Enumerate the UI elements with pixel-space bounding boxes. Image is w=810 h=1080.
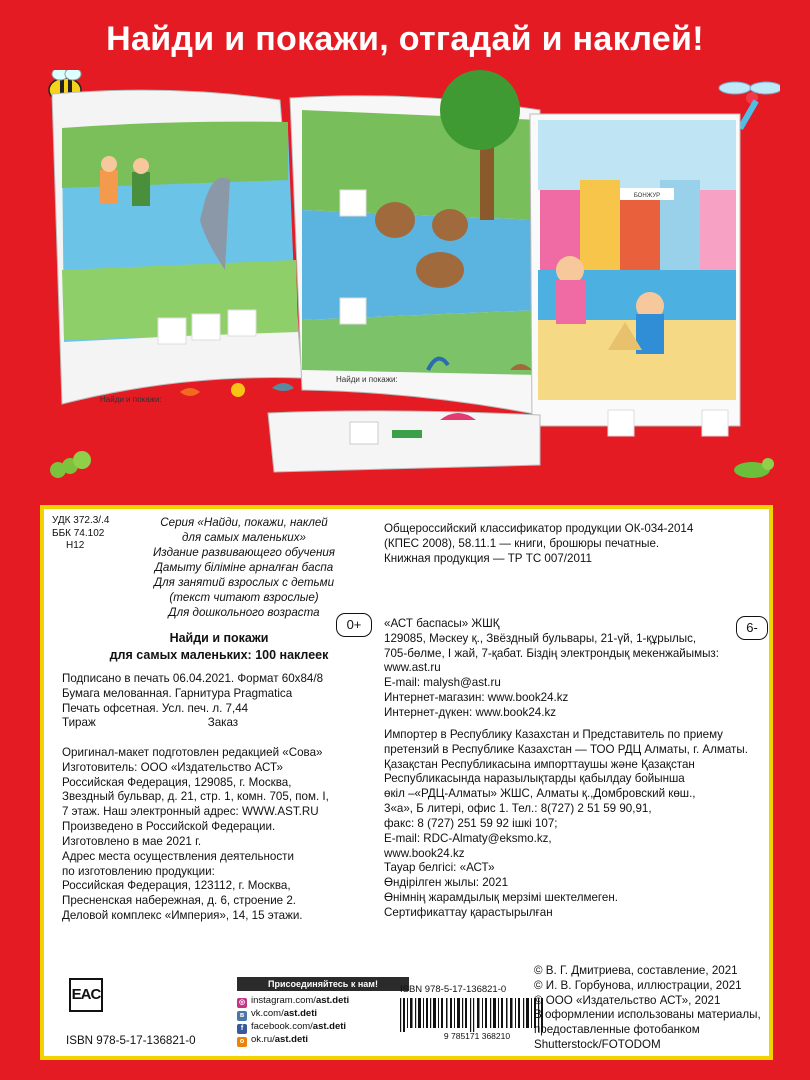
center-page xyxy=(290,70,540,415)
caterpillar-icon xyxy=(50,451,91,478)
book-spread-illustration xyxy=(40,70,780,480)
facebook-icon: f xyxy=(237,1024,247,1034)
svg-text:Найди и покажи:: Найди и покажи: xyxy=(100,395,162,404)
social-link-instagram[interactable]: ◎ instagram.com/ast.deti xyxy=(238,995,350,1006)
imprint-panel xyxy=(40,505,773,1060)
zakaz-label: Заказ xyxy=(207,716,239,730)
ok-icon: о xyxy=(237,1037,247,1047)
tirazh-label: Тираж xyxy=(62,716,96,730)
grasshopper-icon xyxy=(734,458,774,478)
isbn-top: ISBN 978-5-17-136821-0 xyxy=(400,984,507,995)
vk-icon: в xyxy=(237,1011,247,1021)
eac-logo: EAC xyxy=(69,978,103,1012)
udk-block: УДК 372.3/.4 ББК 74.102 Н12 xyxy=(52,515,110,551)
importer-block: Импортер в Республику Казахстан и Представитель по приему претензий в Республике Казахстан — ТОО РДЦ Алматы, г. Алматы. Қазақстан Республикасына импорттаушы және Қазақстан Республикасында наразылықтарды қабылдау бойынша өкіл –«РДЦ-Алматы» ЖШС, Алматы қ.,Домбровский көш., 3«а», Б литері, офис 1. Тел.: 8(727) 2 51 59 90,91, факс: 8 (727) 251 59 92 ішкі 107; E-mail: RDC-Almaty@eksmo.kz, www.book24.kz Тауар белгісі: «АСТ» Өндірілген жылы: 2021 Өнімнің жарамдылық мерзімі шектелмеген. Сертификаттау қарастырылған xyxy=(384,728,748,919)
age-rating-right-badge: 6- xyxy=(736,616,768,640)
classifier-block: Общероссийский классификатор продукции ОК-034-2014 (КПЕС 2008), 58.11.1 — книги, брошюры печатные. Книжная продукция — ТР ТС 007/2011 xyxy=(384,522,694,565)
age-rating-badge: 0+ xyxy=(336,613,372,637)
right-page xyxy=(530,114,740,436)
social-link-ok[interactable]: о ok.ru/ast.deti xyxy=(237,1034,308,1047)
instagram-icon: ◎ xyxy=(238,999,246,1006)
social-link-facebook[interactable]: f facebook.com/ast.deti xyxy=(237,1021,346,1034)
social-header: Присоединяйтесь к нам! xyxy=(237,977,409,991)
sticker-sheet xyxy=(268,411,540,472)
barcode-digits: 9 785171 368210 xyxy=(443,1031,511,1040)
isbn-left: ISBN 978-5-17-136821-0 xyxy=(66,1034,196,1047)
svg-text:БОНЖУР: БОНЖУР xyxy=(633,193,661,199)
kz-publisher-block: «АСТ баспасы» ЖШҚ 129085, Мәскеу қ., Звёздный бульвары, 21-үй, 1-құрылыс, 705-бөлме, I жай, 7-қабат. Біздің электрондық мекенжайымыз: www.ast.ru E-mail: malysh@ast.ru Интернет-магазин: www.book24.kz Интернет-дүкен: www.book24.kz xyxy=(384,617,719,719)
book-title: Найди и покажи для самых маленьких: 100 наклеек xyxy=(109,631,329,662)
svg-text:Найди и покажи:: Найди и покажи: xyxy=(336,375,398,384)
left-page xyxy=(52,90,302,404)
series-block: Серия «Найди, покажи, наклей для самых маленьких» Издание развивающего обучения Дамыту біліміне арналған баспа Для занятий взрослых с детьми (текст читают взрослые) Для дошкольного возраста xyxy=(153,516,335,620)
cover-title: Найди и покажи, отгадай и наклей! xyxy=(106,20,704,58)
social-link-vk[interactable]: в vk.com/ast.deti xyxy=(237,1008,317,1021)
copyright-block: © В. Г. Дмитриева, составление, 2021 © И. В. Горбунова, иллюстрации, 2021 © ООО «Издательство АСТ», 2021 В оформлении использованы материалы, предоставленные фотобанком Shutterstock/FOTODOM xyxy=(534,964,761,1052)
print-info: Подписано в печать 06.04.2021. Формат 60х84/8 Бумага мелованная. Гарнитура Pragmatica Печать офсетная. Усл. печ. л. 7,44 Тираж Заказ xyxy=(62,672,324,730)
publisher-block: Оригинал-макет подготовлен редакцией «Сова» Изготовитель: ООО «Издательство АСТ» Российская Федерация, 129085, г. Москва, Звездный бульвар, д. 21, стр. 1, комн. 705, пом. I, 7 этаж. Наш электронный адрес: WWW.AST.RU Произведено в Российской Федерации. Изготовлено в мае 2021 г. Адрес места осуществления деятельности по изготовлению продукции: Российская Федерация, 123112, г. Москва, Пресненская набережная, д. 6, строение 2. Деловой комплекс «Империя», 14, 15 этажи. xyxy=(62,746,329,923)
